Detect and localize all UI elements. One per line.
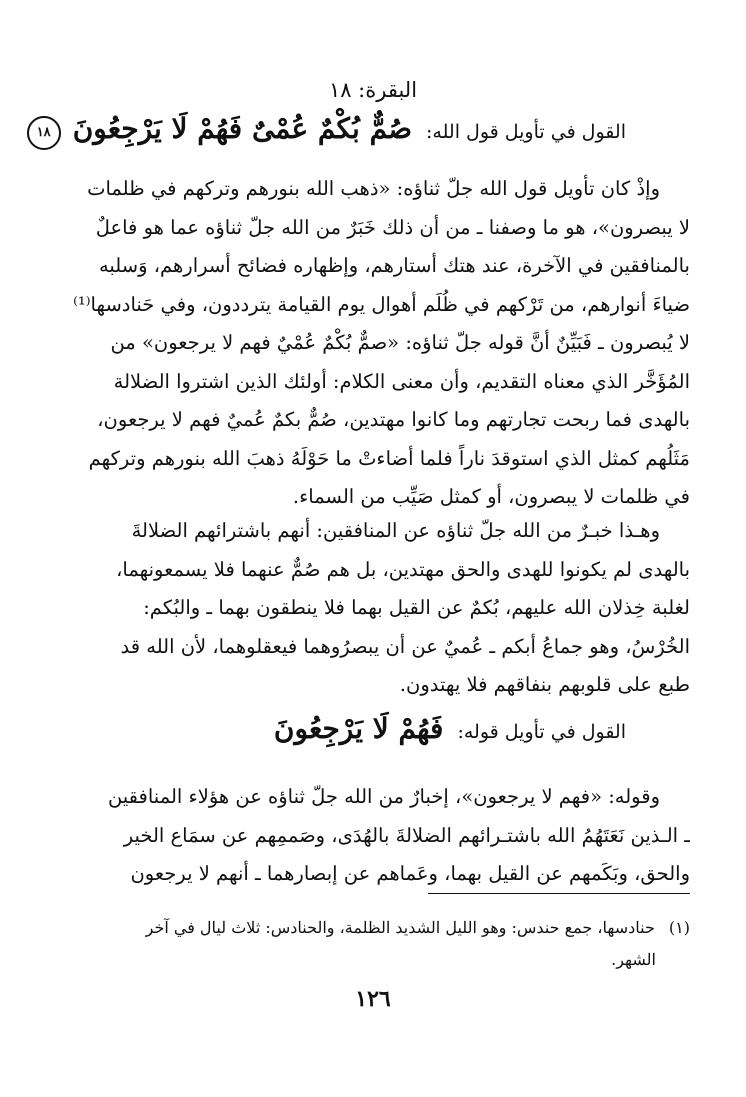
paragraph-2 <box>34 512 690 705</box>
footnote-line <box>36 912 690 944</box>
paragraph-line: وقوله: «فهم لا يرجعون»، إخبارٌ من الله جلّ ثناؤه عن هؤلاء المنافقين <box>107 785 660 808</box>
paragraph-line: المُؤَخَّر الذي معناه التقديم، وأن معنى الكلام: أولئك الذين اشتروا الضلالة <box>113 369 690 393</box>
paragraph-line: لا يُبصرون ـ فَبَيِّنٌ أنَّ قوله جلّ ثناؤه: «صمٌّ بُكْمٌ عُمْيٌ فهم لا يرجعون» من <box>110 331 690 354</box>
paragraph-line: الخُرْسُ، وهو جماعُ أبكم ـ عُميٌ عن أن يبصرُوهما فيعقلوهما، لأن الله قد <box>120 634 690 658</box>
paragraph-1 <box>34 170 690 517</box>
ayah-number-badge: ١٨ <box>27 116 61 150</box>
paragraph-line: لا يبصرون»، هو ما وصفنا ـ من أن ذلك خَبَرٌ من الله جلّ ثناؤه عما هو فاعلٌ <box>95 215 690 239</box>
section-heading-text: القول في تأويل قوله: <box>457 721 626 743</box>
paragraph-3 <box>34 778 690 894</box>
paragraph-line: ضياءَ أنوارهم، من تَرْكهم في ظُلَم أهوال يوم القيامة يترددون، وفي حَنادسها⁽¹⁾ <box>73 292 690 316</box>
page-number: ١٢٦ <box>355 986 391 1012</box>
section-heading <box>36 112 626 150</box>
paragraph-line: ـ الـذين نَعَتَهُمُ الله باشتـرائهم الضلالةَ بالهُدَى، وصَممِهم عن سمَاع الخير <box>123 823 690 847</box>
paragraph-line: وإذْ كان تأويل قول الله جلّ ثناؤه: «ذهب الله بنورهم وتركهم في ظلمات <box>87 177 660 200</box>
paragraph-line: مَثَلُهم كمثل الذي استوقدَ ناراً فلما أضاءتْ ما حَوْلَهُ ذهبَ الله بنورهم وتركهم <box>88 446 690 470</box>
section-heading-text: القول في تأويل قول الله: <box>426 121 626 143</box>
quran-verse: فَهُمْ لَا يَرْجِعُونَ <box>273 712 444 745</box>
paragraph-line: والحق، وبَكَمهم عن القيل بهما، وعَماهم عن إبصارهما ـ أنهم لا يرجعون <box>130 862 690 885</box>
paragraph-line: بالمنافقين في الآخرة، عند هتك أستارهم، وإظهاره فضائح أسرارهم، وَسلبه <box>98 254 690 277</box>
page-header: البقرة: ١٨ <box>328 78 418 102</box>
section-heading-2 <box>70 712 626 745</box>
footnote-number: (١) <box>668 918 690 937</box>
paragraph-line: بالهدى فما ربحت تجارتهم وما كانوا مهتدين، صُمٌّ بكمٌ عُميٌ فهم لا يرجعون، <box>97 408 690 431</box>
quran-verse: صُمٌّ بُكْمٌ عُمْىٌ فَهُمْ لَا يَرْجِعُونَ <box>72 112 412 145</box>
paragraph-line: بالهدى لم يكونوا للهدى والحق مهتدين، بل هم صُمٌّ عنهما فلا يسمعونهما، <box>116 557 690 581</box>
footnote-divider <box>428 893 690 894</box>
paragraph-line: وهـذا خبـرٌ من الله جلّ ثناؤه عن المنافقين: أنهم باشترائهم الضلالةَ <box>131 519 660 542</box>
footnote <box>36 912 690 976</box>
paragraph-line: طبع على قلوبهم بنفاقهم فلا يهتدون. <box>399 673 690 696</box>
footnote-text: حنادسها، جمع حندس: وهو الليل الشديد الظلمة، والحنادس: ثلاث ليال في آخر <box>145 918 655 937</box>
paragraph-line: لغلبة خِذلان الله عليهم، بُكمٌ عن القيل بهما فلا ينطقون بهما ـ والبُكم: <box>143 596 690 619</box>
paragraph-line: في ظلمات لا يبصرون، أو كمثل صَيِّب من السماء. <box>292 485 690 508</box>
footnote-continuation: الشهر. <box>611 950 656 969</box>
